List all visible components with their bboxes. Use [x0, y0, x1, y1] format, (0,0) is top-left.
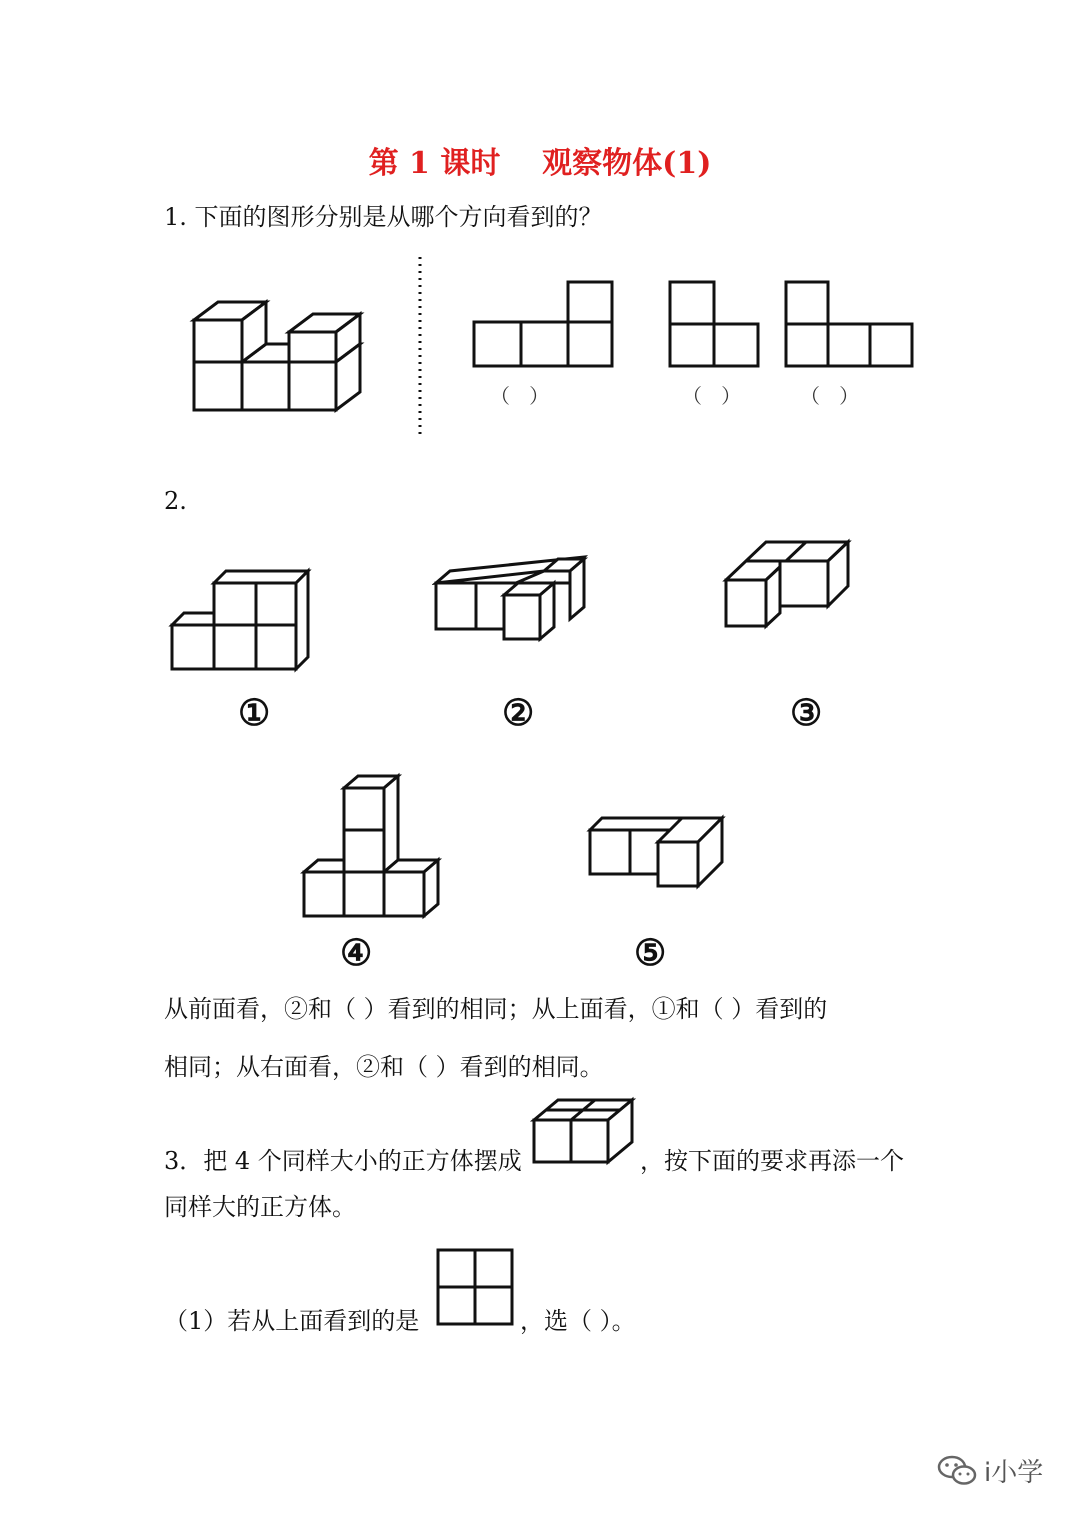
question-3-sub-1-before: （1）若从上面看到的是	[164, 1307, 420, 1335]
question-3-text-after: ，按下面的要求再添一个	[640, 1147, 904, 1175]
q2-figure-2-label: ②	[502, 692, 535, 734]
q2-figure-4	[300, 772, 445, 922]
question-3-text-before: 3．把 4 个同样大小的正方体摆成	[164, 1147, 522, 1175]
question-2-label: 2.	[164, 487, 187, 515]
q1-view-a	[472, 280, 616, 370]
q1-answer-blank-a[interactable]: （ ）	[490, 384, 550, 408]
q2-figure-4-label: ④	[340, 932, 373, 974]
question-1-text: 1. 下面的图形分别是从哪个方向看到的？	[164, 203, 603, 231]
q2-figure-5-label: ⑤	[634, 932, 667, 974]
q1-view-c	[784, 280, 918, 370]
q2-figure-2	[432, 555, 590, 645]
dotted-divider	[416, 255, 424, 440]
question-2-line-1: 从前面看，②和（ ）看到的相同；从上面看，①和（ ）看到的	[164, 995, 828, 1023]
q2-figure-1-label: ①	[238, 692, 271, 734]
q3-top-view-grid	[436, 1248, 516, 1328]
q2-figure-1	[168, 565, 313, 673]
q1-solid-figure	[180, 290, 380, 425]
q3-four-cube-figure	[530, 1096, 638, 1168]
question-3-sub-1-after: ，选（ ）。	[520, 1307, 636, 1335]
q1-answer-blank-b[interactable]: （ ）	[682, 384, 742, 408]
watermark	[936, 1452, 1043, 1489]
watermark-text: i小学	[984, 1458, 1044, 1488]
wechat-icon	[936, 1453, 978, 1489]
q2-figure-3-label: ③	[790, 692, 823, 734]
q1-answer-blank-c[interactable]: （ ）	[800, 384, 860, 408]
q2-figure-5	[586, 814, 728, 892]
question-2-line-2: 相同；从右面看，②和（ ）看到的相同。	[164, 1053, 604, 1081]
page-title: 第 1 课时 观察物体(1)	[368, 146, 712, 181]
q1-view-b	[668, 280, 762, 370]
question-3-line-2: 同样大的正方体。	[164, 1193, 356, 1221]
q2-figure-3	[722, 538, 854, 630]
